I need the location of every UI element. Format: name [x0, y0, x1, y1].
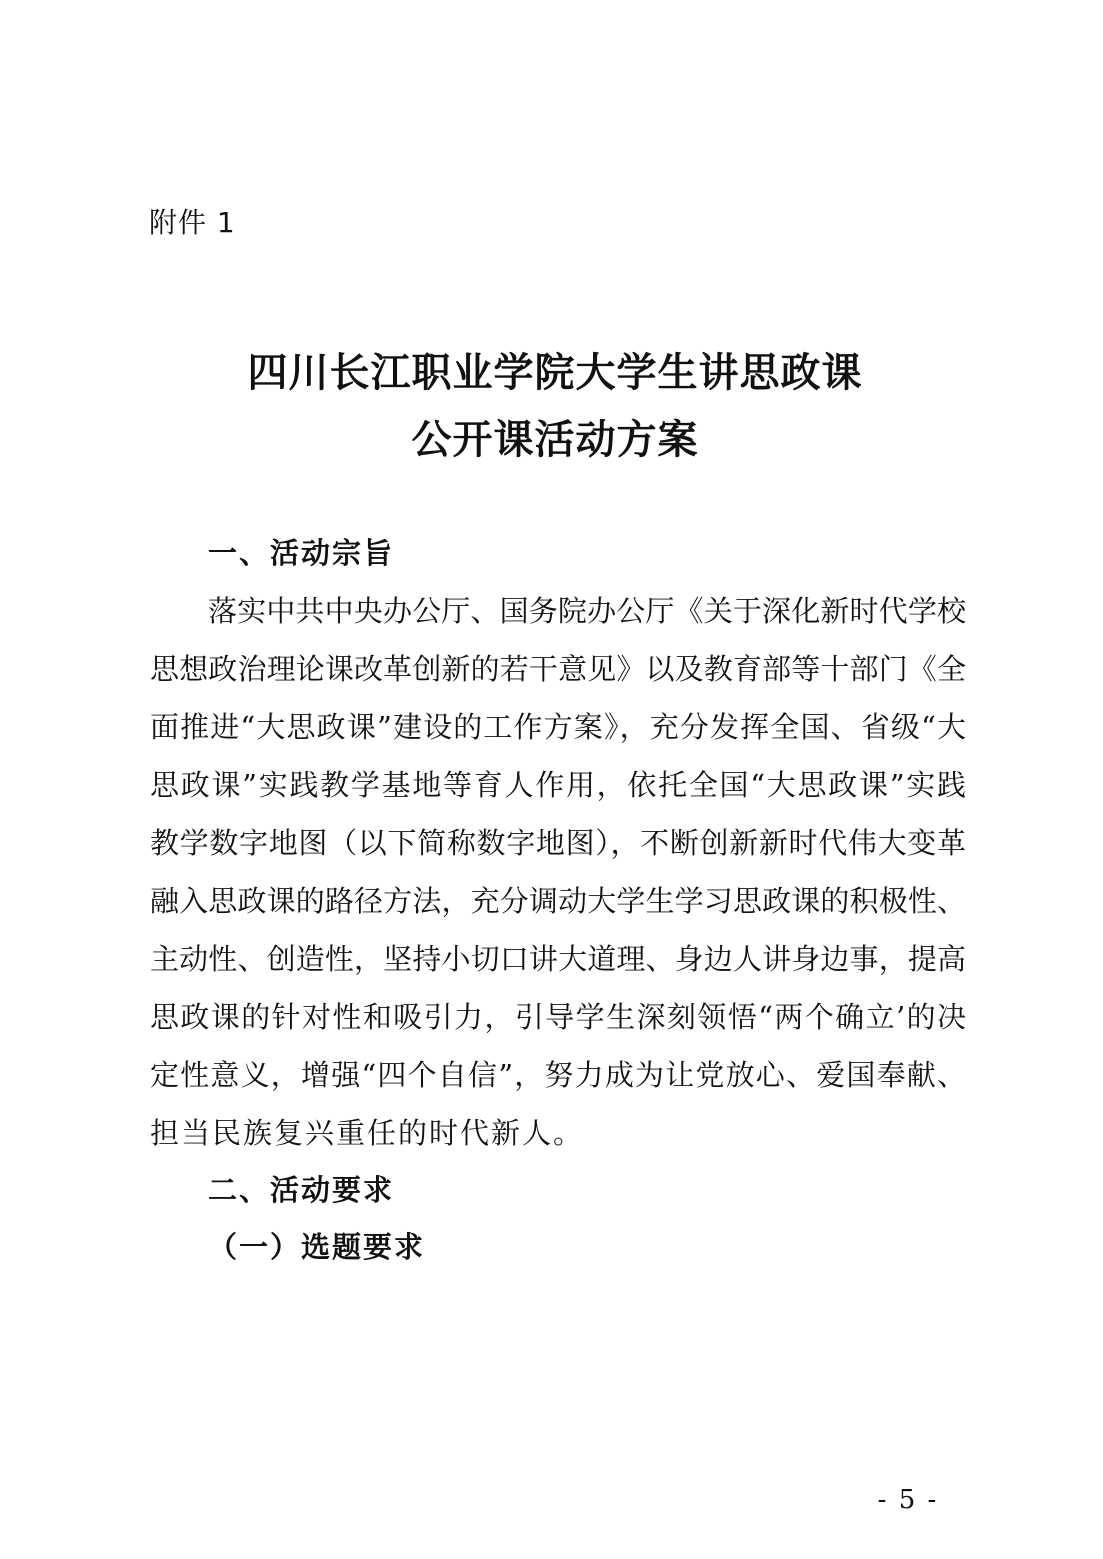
- paragraph-line: 面推进“大思政课”建设的工作方案》，充分发挥全国、省级“大: [150, 710, 966, 744]
- paragraph-line: 主动性、创造性，坚持小切口讲大道理、身边人讲身边事，提高: [150, 942, 966, 976]
- paragraph-line: 定性意义，增强“四个自信”，努力成为让党放心、爱国奉献、: [150, 1058, 966, 1092]
- attachment-label: 附件 1: [149, 206, 236, 239]
- paragraph-line: 思想政治理论课改革创新的若干意见》以及教育部等十部门《全: [150, 652, 966, 686]
- paragraph-line: 担当民族复兴重任的时代新人。: [150, 1116, 585, 1150]
- section-heading-purpose: 一、活动宗旨: [208, 536, 395, 570]
- subsection-heading-topic-requirements: （一）选题要求: [208, 1230, 426, 1264]
- purpose-paragraph: [150, 582, 966, 1162]
- paragraph-line: 融入思政课的路径方法，充分调动大学生学习思政课的积极性、: [150, 884, 966, 918]
- paragraph-line: 思政课”实践教学基地等育人作用，依托全国“大思政课”实践: [150, 768, 966, 802]
- document-title-line-1: 四川长江职业学院大学生讲思政课: [247, 349, 863, 396]
- paragraph-line: 教学数字地图（以下简称数字地图），不断创新新时代伟大变革: [150, 826, 966, 860]
- page-number: - 5 -: [877, 1485, 939, 1515]
- document-title-line-2: 公开课活动方案: [411, 416, 699, 463]
- paragraph-line: 落实中共中央办公厅、国务院办公厅《关于深化新时代学校: [208, 594, 966, 628]
- section-heading-requirements: 二、活动要求: [208, 1173, 395, 1207]
- paragraph-line: 思政课的针对性和吸引力，引导学生深刻领悟“两个确立’的决: [150, 1000, 966, 1034]
